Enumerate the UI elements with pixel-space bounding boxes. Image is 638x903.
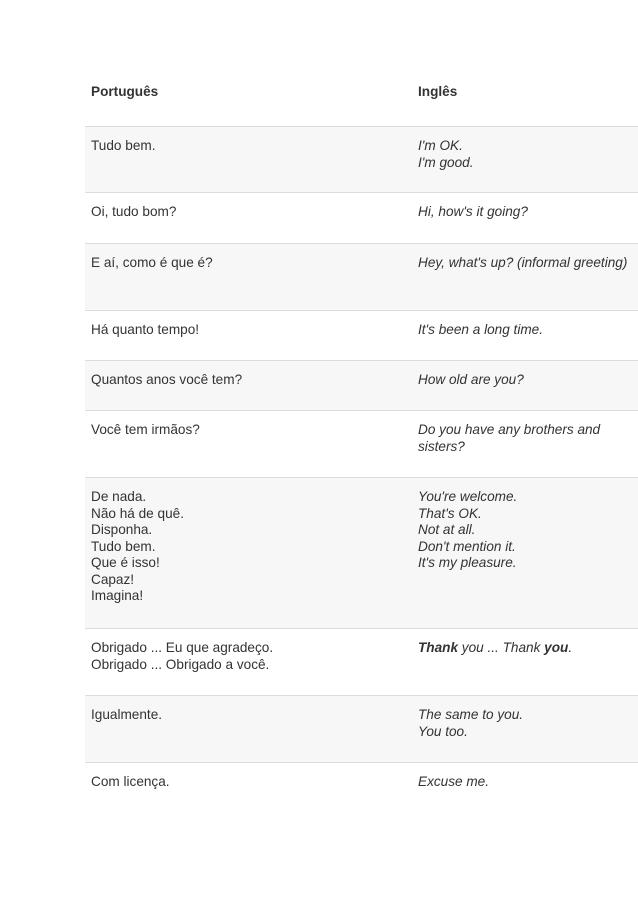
portuguese-line: Com licença. xyxy=(91,774,170,789)
english-line: Hey, what's up? (informal greeting) xyxy=(418,255,628,270)
table-row xyxy=(85,477,638,628)
portuguese-line: Disponha. xyxy=(91,522,153,537)
english-line: It's been a long time. xyxy=(418,322,544,337)
english-cell xyxy=(418,422,628,455)
english-line: The same to you. xyxy=(418,707,524,722)
english-line: How old are you? xyxy=(418,372,524,387)
portuguese-cell xyxy=(91,422,391,439)
english-line: Not at all. xyxy=(418,522,476,537)
portuguese-line: Obrigado ... Eu que agradeço. xyxy=(91,640,274,655)
portuguese-line: Capaz! xyxy=(91,571,135,587)
portuguese-cell xyxy=(91,255,391,272)
portuguese-line: De nada. xyxy=(91,489,147,504)
portuguese-cell xyxy=(91,489,391,605)
emphasis-thank: Thank xyxy=(418,640,459,655)
portuguese-line: Você tem irmãos? xyxy=(91,422,200,437)
portuguese-cell xyxy=(91,640,391,673)
portuguese-cell xyxy=(91,322,391,339)
english-line: I'm good. xyxy=(418,154,474,170)
table-row xyxy=(85,243,638,310)
portuguese-cell xyxy=(91,707,391,724)
portuguese-line: Que é isso! xyxy=(91,555,160,570)
portuguese-line: Igualmente. xyxy=(91,707,163,722)
portuguese-cell xyxy=(91,372,391,389)
portuguese-line: Não há de quê. xyxy=(91,505,184,521)
english-cell xyxy=(418,138,628,171)
table-row xyxy=(85,126,638,192)
table-row xyxy=(85,628,638,695)
english-cell xyxy=(418,255,628,272)
portuguese-line: Obrigado ... Obrigado a você. xyxy=(91,656,270,672)
english-line: You're welcome. xyxy=(418,489,518,504)
portuguese-line: Quantos anos você tem? xyxy=(91,372,243,387)
portuguese-line: Oi, tudo bom? xyxy=(91,204,177,219)
english-line: I'm OK. xyxy=(418,138,463,153)
english-line: Do you have any brothers and sisters? xyxy=(418,422,601,454)
english-line: Don't mention it. xyxy=(418,538,516,554)
portuguese-cell xyxy=(91,204,391,221)
english-cell xyxy=(418,489,628,572)
table-header xyxy=(85,62,638,126)
english-line: Hi, how's it going? xyxy=(418,204,528,219)
english-cell xyxy=(418,640,628,657)
english-line: Excuse me. xyxy=(418,774,490,789)
portuguese-line: E aí, como é que é? xyxy=(91,255,213,270)
table-row xyxy=(85,192,638,243)
phrase-table xyxy=(85,62,638,812)
portuguese-line: Imagina! xyxy=(91,588,144,603)
english-line: It's my pleasure. xyxy=(418,555,517,570)
column-header-english: Inglês xyxy=(418,84,458,99)
column-header-portuguese: Português xyxy=(91,84,159,99)
english-cell xyxy=(418,204,628,221)
english-line xyxy=(418,640,628,657)
table-row xyxy=(85,310,638,360)
portuguese-line: Há quanto tempo! xyxy=(91,322,200,337)
english-cell xyxy=(418,372,628,389)
english-cell xyxy=(418,322,628,339)
portuguese-line: Tudo bem. xyxy=(91,138,156,153)
english-fragment: you ... Thank xyxy=(458,640,545,655)
portuguese-line: Tudo bem. xyxy=(91,538,156,554)
english-fragment: . xyxy=(568,640,573,655)
table-row xyxy=(85,695,638,762)
table-row xyxy=(85,410,638,477)
english-line: You too. xyxy=(418,723,468,739)
table-row xyxy=(85,762,638,812)
emphasis-you: you xyxy=(544,640,569,655)
english-cell xyxy=(418,707,628,740)
english-cell xyxy=(418,774,628,791)
portuguese-cell xyxy=(91,138,391,155)
portuguese-cell xyxy=(91,774,391,791)
table-row xyxy=(85,360,638,410)
english-line: That's OK. xyxy=(418,505,482,521)
